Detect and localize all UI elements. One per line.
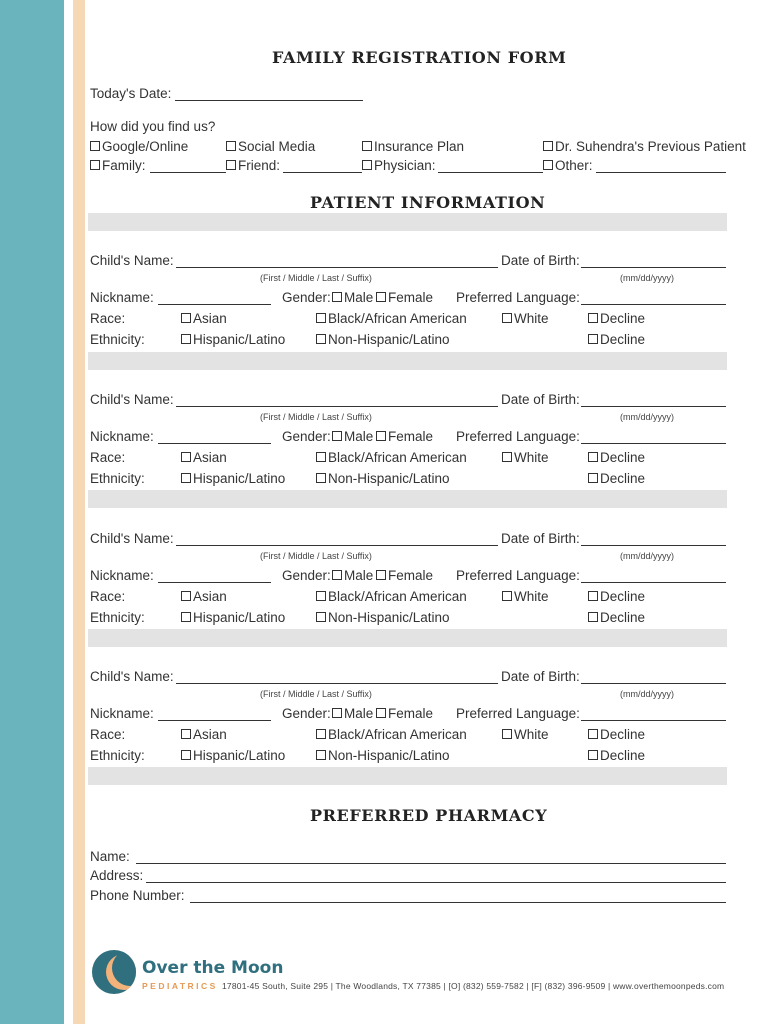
language-label: Preferred Language: [456,290,580,305]
child-name-field[interactable] [176,406,498,407]
family-field[interactable] [150,172,226,173]
find-us-google-option[interactable]: Google/Online [90,139,188,154]
child-name-field[interactable] [176,267,498,268]
nickname-label: Nickname: [90,706,154,721]
gender-label: Gender: [282,429,331,444]
language-field[interactable] [581,720,726,721]
race-asian-option[interactable]: Asian [181,450,227,465]
ethnicity-non-hispanic-option[interactable]: Non-Hispanic/Latino [316,748,450,763]
checkbox[interactable] [543,160,553,170]
checkbox[interactable] [588,313,598,323]
race-white-option[interactable]: White [502,589,549,604]
form-title: FAMILY REGISTRATION FORM [272,48,567,67]
checkbox[interactable] [226,141,236,151]
pharmacy-address-label: Address: [90,868,144,883]
other-field[interactable] [596,172,726,173]
child-name-label: Child's Name: [90,531,174,546]
checkbox[interactable] [332,570,342,580]
checkbox[interactable] [316,334,326,344]
checkbox[interactable] [316,473,326,483]
gender-label: Gender: [282,706,331,721]
checkbox[interactable] [588,750,598,760]
race-asian-option[interactable]: Asian [181,727,227,742]
child-name-field[interactable] [176,545,498,546]
race-decline-option[interactable]: Decline [588,311,645,326]
todays-date-label: Today's Date: [90,86,172,101]
find-us-question: How did you find us? [90,119,216,134]
gender-female-option[interactable]: Female [376,290,433,305]
checkbox[interactable] [332,431,342,441]
language-label: Preferred Language: [456,429,580,444]
checkbox[interactable] [502,313,512,323]
race-white-option[interactable]: White [502,311,549,326]
checkbox[interactable] [181,452,191,462]
left-teal-stripe [0,0,64,1024]
pharmacy-phone-field[interactable] [190,902,726,903]
checkbox[interactable] [502,452,512,462]
race-black-option[interactable]: Black/African American [316,450,467,465]
friend-field[interactable] [283,172,362,173]
gender-label: Gender: [282,568,331,583]
dob-field[interactable] [581,683,726,684]
patient-section-title: PATIENT INFORMATION [310,193,546,212]
checkbox[interactable] [502,729,512,739]
checkbox[interactable] [332,708,342,718]
checkbox[interactable] [181,729,191,739]
child-name-label: Child's Name: [90,392,174,407]
section-band [88,767,727,785]
ethnicity-hispanic-option[interactable]: Hispanic/Latino [181,610,285,625]
ethnicity-label: Ethnicity: [90,610,145,625]
ethnicity-hispanic-option[interactable]: Hispanic/Latino [181,471,285,486]
child-name-label: Child's Name: [90,669,174,684]
logo-subtitle: PEDIATRICS [142,981,218,991]
left-peach-stripe [73,0,85,1024]
child-name-field[interactable] [176,683,498,684]
checkbox[interactable] [316,729,326,739]
ethnicity-decline-option[interactable]: Decline [588,748,645,763]
name-hint: (First / Middle / Last / Suffix) [260,689,372,699]
gender-female-option[interactable]: Female [376,706,433,721]
gender-female-option[interactable]: Female [376,429,433,444]
checkbox[interactable] [90,141,100,151]
language-label: Preferred Language: [456,706,580,721]
race-asian-option[interactable]: Asian [181,589,227,604]
gender-male-option[interactable]: Male [332,429,373,444]
find-us-family-option[interactable]: Family: [90,158,146,173]
ethnicity-non-hispanic-option[interactable]: Non-Hispanic/Latino [316,332,450,347]
race-black-option[interactable]: Black/African American [316,311,467,326]
footer-contact: 17801-45 South, Suite 295 | The Woodlands, TX 77385 | [O] (832) 559-7582 | [F] (832) 396-9509 | www.overthemoonpeds.com [222,981,725,991]
pharmacy-phone-label: Phone Number: [90,888,185,903]
find-us-insurance-option[interactable]: Insurance Plan [362,139,464,154]
ethnicity-hispanic-option[interactable]: Hispanic/Latino [181,332,285,347]
gender-male-option[interactable]: Male [332,290,373,305]
race-decline-option[interactable]: Decline [588,450,645,465]
race-label: Race: [90,589,126,604]
find-us-previous-patient-option[interactable]: Dr. Suhendra's Previous Patient [543,139,746,154]
nickname-field[interactable] [158,443,271,444]
dob-label: Date of Birth: [501,669,580,684]
checkbox[interactable] [543,141,553,151]
find-us-physician-option[interactable]: Physician: [362,158,436,173]
race-label: Race: [90,727,126,742]
dob-label: Date of Birth: [501,253,580,268]
physician-field[interactable] [438,172,543,173]
section-band [88,490,727,508]
race-white-option[interactable]: White [502,727,549,742]
nickname-field[interactable] [158,304,271,305]
race-black-option[interactable]: Black/African American [316,589,467,604]
pharmacy-name-field[interactable] [136,863,726,864]
checkbox[interactable] [316,452,326,462]
ethnicity-label: Ethnicity: [90,748,145,763]
pharmacy-address-field[interactable] [146,882,726,883]
nickname-label: Nickname: [90,568,154,583]
ethnicity-decline-option[interactable]: Decline [588,332,645,347]
dob-label: Date of Birth: [501,392,580,407]
find-us-social-option[interactable]: Social Media [226,139,315,154]
pharmacy-name-label: Name: [90,849,130,864]
checkbox[interactable] [588,452,598,462]
dob-field[interactable] [581,545,726,546]
ethnicity-label: Ethnicity: [90,471,145,486]
dob-hint: (mm/dd/yyyy) [620,689,674,699]
race-label: Race: [90,311,126,326]
checkbox[interactable] [588,729,598,739]
checkbox[interactable] [502,591,512,601]
checkbox[interactable] [588,334,598,344]
todays-date-field[interactable] [175,100,363,101]
name-hint: (First / Middle / Last / Suffix) [260,412,372,422]
section-band [88,352,727,370]
name-hint: (First / Middle / Last / Suffix) [260,273,372,283]
dob-hint: (mm/dd/yyyy) [620,273,674,283]
checkbox[interactable] [362,141,372,151]
ethnicity-decline-option[interactable]: Decline [588,471,645,486]
ethnicity-label: Ethnicity: [90,332,145,347]
ethnicity-non-hispanic-option[interactable]: Non-Hispanic/Latino [316,610,450,625]
gender-label: Gender: [282,290,331,305]
checkbox[interactable] [316,750,326,760]
checkbox[interactable] [376,292,386,302]
section-band [88,213,727,231]
race-decline-option[interactable]: Decline [588,727,645,742]
checkbox[interactable] [316,612,326,622]
ethnicity-decline-option[interactable]: Decline [588,610,645,625]
checkbox[interactable] [332,292,342,302]
dob-field[interactable] [581,267,726,268]
nickname-label: Nickname: [90,429,154,444]
gender-male-option[interactable]: Male [332,568,373,583]
checkbox[interactable] [181,473,191,483]
race-label: Race: [90,450,126,465]
gender-male-option[interactable]: Male [332,706,373,721]
nickname-label: Nickname: [90,290,154,305]
checkbox[interactable] [181,750,191,760]
dob-hint: (mm/dd/yyyy) [620,551,674,561]
nickname-field[interactable] [158,720,271,721]
checkbox[interactable] [226,160,236,170]
child-name-label: Child's Name: [90,253,174,268]
name-hint: (First / Middle / Last / Suffix) [260,551,372,561]
checkbox[interactable] [588,612,598,622]
pharmacy-section-title: PREFERRED PHARMACY [310,806,548,825]
gender-female-option[interactable]: Female [376,568,433,583]
moon-logo-icon [92,950,136,994]
checkbox[interactable] [588,473,598,483]
checkbox[interactable] [316,313,326,323]
language-field[interactable] [581,582,726,583]
race-asian-option[interactable]: Asian [181,311,227,326]
language-label: Preferred Language: [456,568,580,583]
checkbox[interactable] [181,591,191,601]
find-us-other-option[interactable]: Other: [543,158,593,173]
checkbox[interactable] [316,591,326,601]
checkbox[interactable] [362,160,372,170]
race-decline-option[interactable]: Decline [588,589,645,604]
dob-field[interactable] [581,406,726,407]
race-white-option[interactable]: White [502,450,549,465]
nickname-field[interactable] [158,582,271,583]
checkbox[interactable] [90,160,100,170]
checkbox[interactable] [181,313,191,323]
language-field[interactable] [581,443,726,444]
dob-label: Date of Birth: [501,531,580,546]
logo-name: Over the Moon [142,958,284,978]
section-band [88,629,727,647]
checkbox[interactable] [376,431,386,441]
language-field[interactable] [581,304,726,305]
checkbox[interactable] [376,708,386,718]
dob-hint: (mm/dd/yyyy) [620,412,674,422]
ethnicity-non-hispanic-option[interactable]: Non-Hispanic/Latino [316,471,450,486]
find-us-friend-option[interactable]: Friend: [226,158,280,173]
checkbox[interactable] [181,612,191,622]
checkbox[interactable] [181,334,191,344]
ethnicity-hispanic-option[interactable]: Hispanic/Latino [181,748,285,763]
checkbox[interactable] [588,591,598,601]
checkbox[interactable] [376,570,386,580]
race-black-option[interactable]: Black/African American [316,727,467,742]
